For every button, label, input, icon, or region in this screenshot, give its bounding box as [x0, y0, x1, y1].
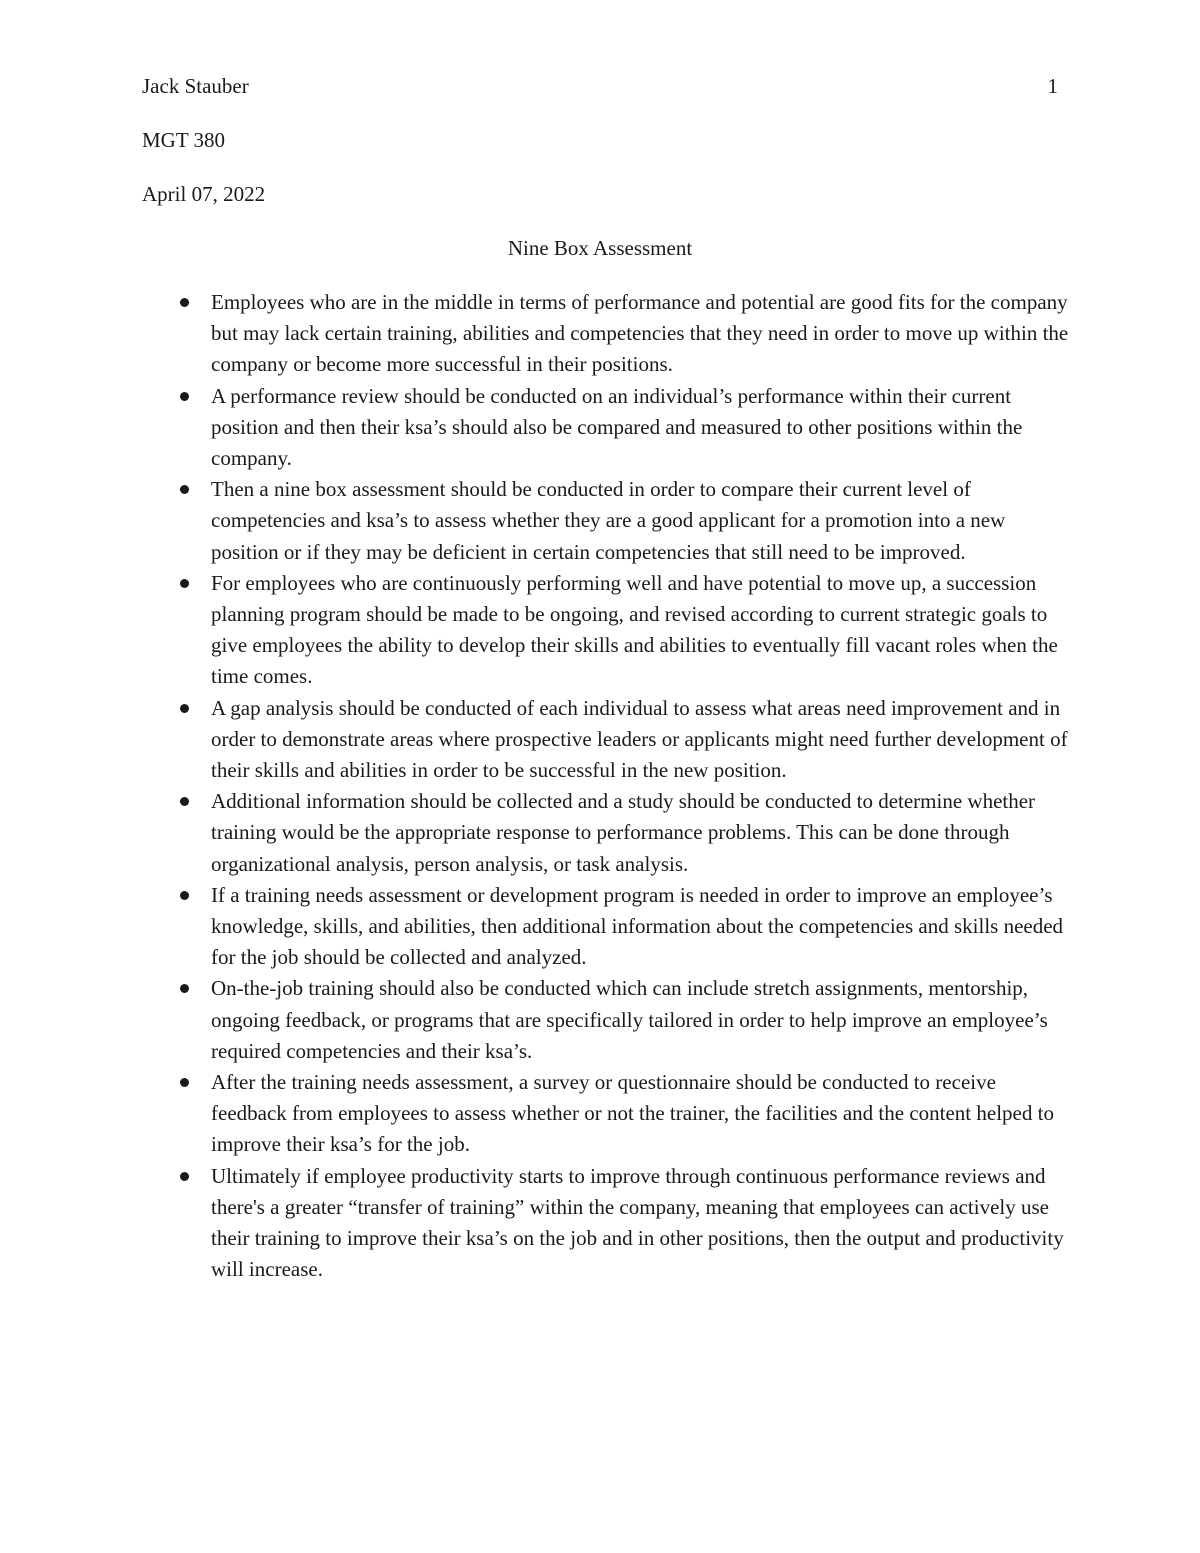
page-title: Nine Box Assessment	[507, 236, 693, 260]
bullet-icon	[180, 1172, 189, 1181]
bullet-icon	[180, 579, 189, 588]
bullet-icon	[180, 891, 189, 900]
list-item	[211, 786, 1071, 880]
list-item	[211, 693, 1071, 787]
list-item	[211, 381, 1071, 475]
list-item-text: After the training needs assessment, a survey or questionnaire should be conducted to receive feedback from employees to assess whether or not the trainer, the facilities and the content helped to improve their ksa’s for the job.	[211, 1070, 1054, 1157]
bullet-icon	[180, 392, 189, 401]
list-item	[211, 474, 1071, 568]
list-item-text: If a training needs assessment or development program is needed in order to improve an employee’s knowledge, skills, and abilities, then additional information about the competencies and skills needed for the job should be collected and analyzed.	[211, 882, 1064, 970]
bullet-icon	[180, 1078, 189, 1087]
list-item-text: On-the-job training should also be conducted which can include stretch assignments, mentorship, ongoing feedback, or programs that are specifically tailored in order to help improve an employee’s required competencies and their ksa’s.	[211, 976, 1048, 1063]
list-item-text: Ultimately if employee productivity starts to improve through continuous performance reviews and there's a greater “transfer of training” within the company, meaning that employees can actively use their training to improve their ksa’s on the job and in other positions, then the output and productivity will increase.	[211, 1163, 1064, 1282]
bullet-icon	[180, 984, 189, 993]
list-item	[211, 1161, 1071, 1286]
list-item-text: For employees who are continuously performing well and have potential to move up, a succession planning program should be made to be ongoing, and revised according to current strategic goals to give employees the ability to develop their skills and abilities to eventually fill vacant roles when the time comes.	[211, 570, 1058, 689]
list-item	[211, 973, 1071, 1067]
list-item-text: Additional information should be collected and a study should be conducted to determine whether training would be the appropriate response to performance problems. This can be done through organizational analysis, person analysis, or task analysis.	[211, 789, 1036, 876]
list-item	[211, 1067, 1071, 1161]
list-item-text: Employees who are in the middle in terms of performance and potential are good fits for the company but may lack certain training, abilities and competencies that they need in order to move up within the company or become more successful in their positions.	[211, 290, 1069, 377]
list-item-text: Then a nine box assessment should be conducted in order to compare their current level of competencies and ksa’s to assess whether they are a good applicant for a promotion into a new position or if they may be deficient in certain competencies that still need to be improved.	[211, 477, 1006, 564]
list-item	[211, 880, 1071, 974]
list-item-text: A gap analysis should be conducted of each individual to assess what areas need improvement and in order to demonstrate areas where prospective leaders or applicants might need further development of their skills and abilities in order to be successful in the new position.	[211, 695, 1068, 783]
course-code: MGT 380	[142, 128, 226, 152]
list-item-text: A performance review should be conducted on an individual’s performance within their current position and then their ksa’s should also be compared and measured to other positions within the company.	[211, 383, 1023, 471]
author-name: Jack Stauber	[142, 74, 249, 98]
bullet-icon	[180, 797, 189, 806]
bullet-list	[211, 287, 1071, 1286]
bullet-icon	[180, 704, 189, 713]
list-item	[211, 568, 1071, 693]
bullet-icon	[180, 485, 189, 494]
page-number: 1	[1047, 74, 1058, 98]
bullet-icon	[180, 298, 189, 307]
document-date: April 07, 2022	[142, 182, 266, 206]
list-item	[211, 287, 1071, 381]
